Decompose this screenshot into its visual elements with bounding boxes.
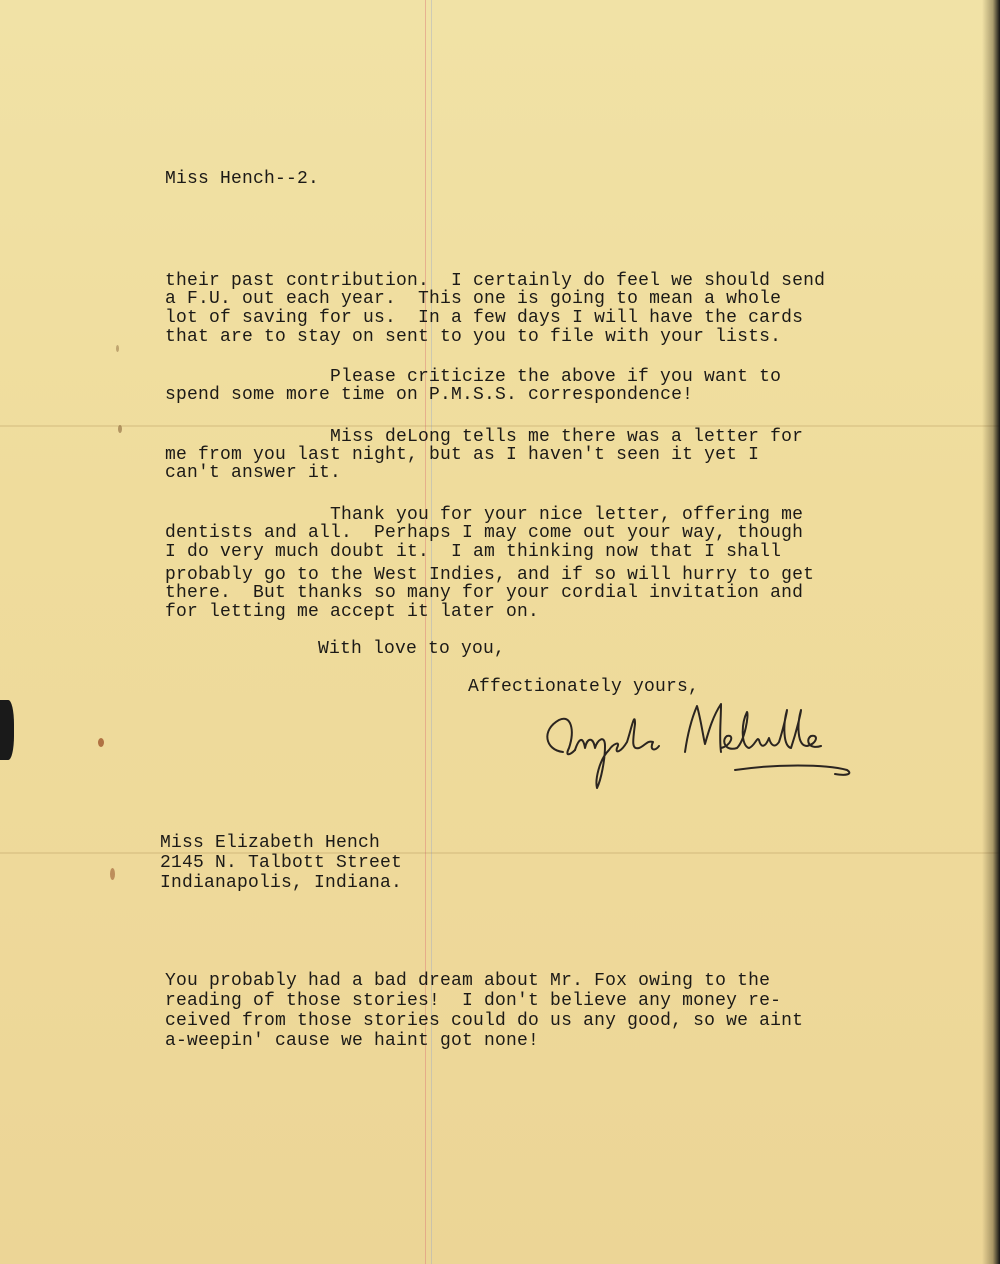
- rust-stain: [110, 868, 115, 880]
- fold-crease-lower: [0, 852, 1000, 854]
- postscript-line: ceived from those stories could do us any good, so we aint: [165, 1011, 804, 1031]
- para3-line: me from you last night, but as I haven't seen it yet I: [165, 445, 760, 465]
- para4-line: for letting me accept it later on.: [165, 602, 540, 622]
- para2-line: spend some more time on P.M.S.S. correspondence!: [165, 385, 694, 405]
- para4-line: I do very much doubt it. I am thinking now that I shall: [165, 542, 782, 562]
- para1-line: their past contribution. I certainly do feel we should send: [165, 271, 826, 291]
- closing-line: With love to you,: [318, 639, 506, 659]
- postscript-line: You probably had a bad dream about Mr. Fox owing to the: [165, 971, 771, 991]
- margin-line-red: [425, 0, 426, 1264]
- postscript-line: a-weepin' cause we haint got none!: [165, 1031, 540, 1051]
- para1-line: a F.U. out each year. This one is going to mean a whole: [165, 289, 782, 309]
- margin-line-blue: [431, 0, 432, 1264]
- para1-line: that are to stay on sent to you to file with your lists.: [165, 327, 782, 347]
- para4-line: Thank you for your nice letter, offering me: [330, 505, 804, 525]
- page-tear-left: [0, 700, 14, 760]
- handwritten-signature: [535, 690, 865, 800]
- page-header: Miss Hench--2.: [165, 169, 320, 189]
- para3-line: can't answer it.: [165, 463, 342, 483]
- para3-line: Miss deLong tells me there was a letter for: [330, 427, 804, 447]
- para1-line: lot of saving for us. In a few days I will have the cards: [165, 308, 804, 328]
- para4-line: there. But thanks so many for your cordial invitation and: [165, 583, 804, 603]
- para2-line: Please criticize the above if you want to: [330, 367, 782, 387]
- address-line: Miss Elizabeth Hench: [160, 833, 381, 853]
- page-edge-right: [982, 0, 1000, 1264]
- address-line: Indianapolis, Indiana.: [160, 873, 403, 893]
- address-line: 2145 N. Talbott Street: [160, 853, 403, 873]
- para4-line: probably go to the West Indies, and if so will hurry to get: [165, 565, 815, 585]
- rust-stain: [98, 738, 104, 747]
- rust-stain: [118, 425, 122, 433]
- rust-stain: [116, 345, 119, 352]
- signoff-line: Affectionately yours,: [468, 677, 700, 697]
- postscript-line: reading of those stories! I don't believe any money re-: [165, 991, 782, 1011]
- para4-line: dentists and all. Perhaps I may come out your way, though: [165, 523, 804, 543]
